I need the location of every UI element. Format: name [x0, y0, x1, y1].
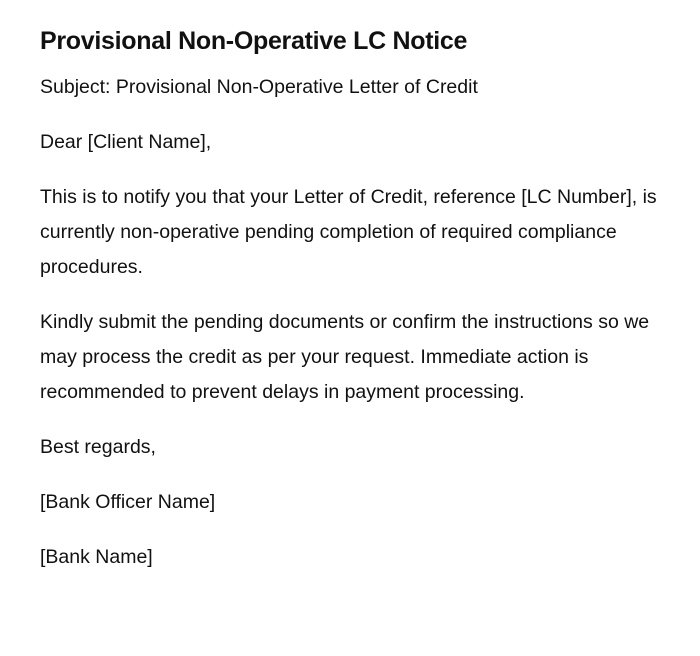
- subject-line: Subject: Provisional Non-Operative Letter of Credit: [40, 76, 478, 98]
- greeting: Dear [Client Name],: [40, 131, 212, 153]
- body-paragraph-2: Kindly submit the pending documents or confirm the instructions so we may process the credit as per your request. Immediate action is recommended to prevent delays in payment processing.: [40, 311, 650, 403]
- body-paragraph-1: This is to notify you that your Letter of Credit, reference [LC Number], is currently non-operative pending completion of required compliance procedures.: [40, 186, 657, 278]
- bank-name: [Bank Name]: [40, 546, 153, 568]
- document-title: Provisional Non-Operative LC Notice: [40, 27, 468, 55]
- officer-name: [Bank Officer Name]: [40, 491, 216, 513]
- closing: Best regards,: [40, 436, 156, 458]
